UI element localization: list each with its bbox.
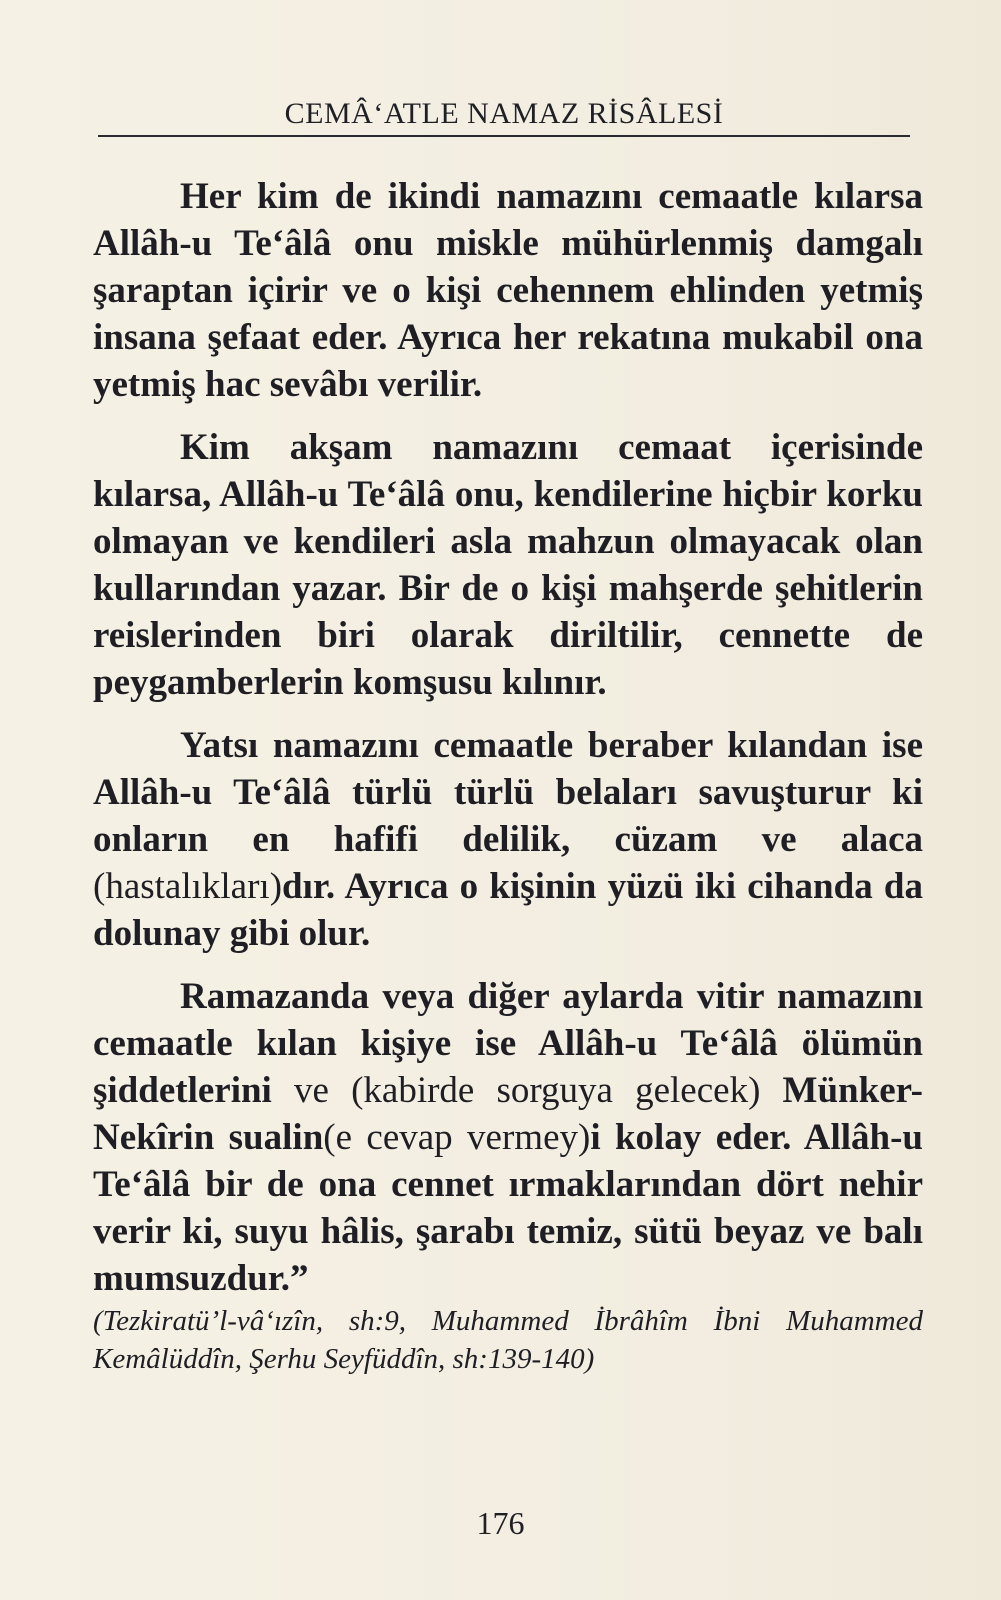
paragraph-note: ve (kabirde sorguya gelecek) — [294, 1070, 761, 1111]
paragraph-text: Kim akşam namazını cemaat içerisinde kılarsa, Allâh-u Te‘âlâ onu, kendilerine hiçbir korku olmayan ve kendileri asla mahzun olmayacak olan kullarından yazar. Bir de o kişi mahşerde şehitlerin reislerinden biri olarak diriltilir, cennette de peygamberlerin komşusu kılınır. — [93, 427, 923, 703]
running-header — [98, 94, 910, 134]
page-number: 176 — [476, 1505, 525, 1541]
paragraph-note: (hastalıkları) — [93, 866, 283, 907]
paragraph-text: dır. Ayrıca o kişinin yüzü iki cihanda da dolunay gibi olur. — [93, 866, 923, 954]
header-title: CEMÂ‘ATLE NAMAZ RİSÂLESİ — [284, 97, 724, 130]
paragraph-text: Ramazanda veya diğer aylarda vitir namazını cemaatle kılan kişiye ise Allâh-u Te‘âlâ ölümün şiddetlerini — [93, 976, 923, 1111]
page-body — [93, 173, 923, 1378]
paragraph-note: (e cevap vermey) — [323, 1117, 591, 1158]
paragraph-text: Yatsı namazını cemaatle beraber kılandan ise Allâh-u Te‘âlâ türlü türlü belaları savuşturur ki onların en hafifi delilik, cüzam ve alaca — [93, 725, 923, 860]
paragraph-text: Her kim de ikindi namazını cemaatle kılarsa Allâh-u Te‘âlâ onu miskle mühürlenmiş damgalı şaraptan içirir ve o kişi cehennem ehlinden yetmiş insana şefaat eder. Ayrıca her rekatına mukabil ona yetmiş hac sevâbı verilir. — [93, 176, 923, 405]
header-rule — [98, 135, 910, 137]
paragraph-text: i kolay eder. Allâh-u Te‘âlâ bir de ona cennet ırmaklarından dört nehir verir ki, suyu hâlis, şarabı temiz, sütü beyaz ve balı mumsuzdur.” — [93, 1117, 923, 1299]
paragraph-ikindi — [93, 173, 923, 408]
source-citation: (Tezkiratü’l-vâ‘ızîn, sh:9, Muhammed İbrâhîm İbni Muhammed Kemâlüddîn, Şerhu Seyfüddîn, sh:139-140) — [93, 1305, 923, 1375]
paragraph-vitir — [93, 973, 923, 1302]
paragraph-yatsi — [93, 722, 923, 957]
paragraph-aksam — [93, 424, 923, 706]
paragraph-text: Münker-Nekîrin sualin — [93, 1070, 924, 1158]
